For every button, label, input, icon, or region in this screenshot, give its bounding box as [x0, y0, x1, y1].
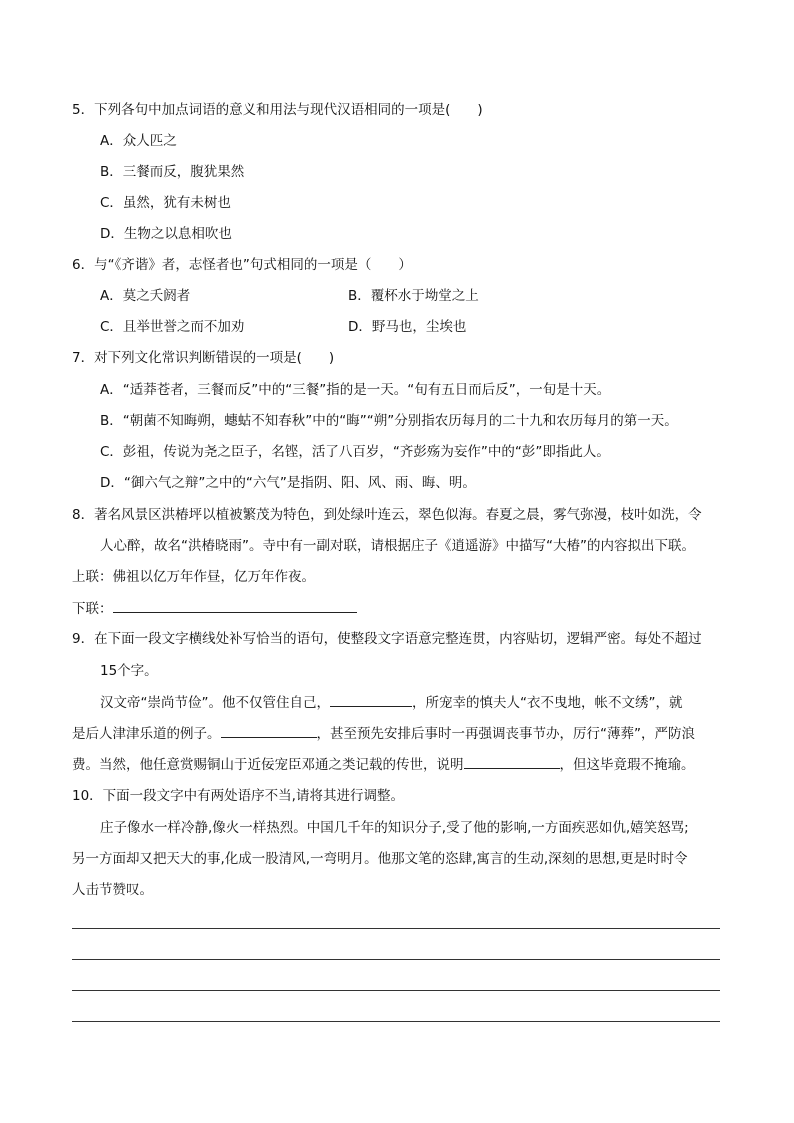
q9-passage-line2 — [72, 723, 695, 744]
q9-passage-line1 — [100, 692, 683, 713]
q5-option-b: B．三餐而反，腹犹果然 — [100, 164, 245, 180]
q9-text-3a: 费。当然，他任意赏赐铜山于近佞宠臣邓通之类记载的传世，说明 — [72, 757, 464, 773]
q10-passage-line3: 人击节赞叹。 — [72, 882, 153, 898]
q7-option-d: D．“御六气之辩”之中的“六气”是指阴、阳、风、雨、晦、明。 — [100, 475, 476, 491]
q9-blank-2[interactable] — [221, 723, 317, 738]
q5-stem: 5．下列各句中加点词语的意义和用法与现代汉语相同的一项是( ) — [72, 102, 483, 118]
q9-text-3b: ，但这毕竟瑕不掩瑜。 — [559, 757, 695, 773]
q9-stem-line2: 15个字。 — [100, 663, 158, 679]
q8-lower-couplet — [72, 598, 357, 619]
q10-passage-line1: 庄子像水一样冷静,像火一样热烈。中国几千年的知识分子,受了他的影响,一方面疾恶如仇,嬉笑怒骂; — [100, 820, 689, 836]
q7-option-a: A．“适莽苍者，三餐而反”中的“三餐”指的是一天。“旬有五日而后反”，一旬是十天。 — [100, 382, 611, 398]
q9-text-2a: 是后人津津乐道的例子。 — [72, 726, 221, 742]
q8-answer-blank[interactable] — [113, 598, 357, 613]
q7-option-b: B．“朝菌不知晦朔，蟪蛄不知春秋”中的“晦”“朔”分别指农历每月的二十九和农历每月的第一天。 — [100, 413, 678, 429]
q9-text-2b: ，甚至预先安排后事时一再强调丧事节办，厉行“薄葬”，严防浪 — [316, 726, 695, 742]
q9-text-1a: 汉文帝“崇尚节俭”。他不仅管住自己， — [100, 695, 330, 711]
q7-stem: 7．对下列文化常识判断错误的一项是( ) — [72, 350, 335, 366]
q10-passage-line2: 另一方面却又把天大的事,化成一股清风,一弯明月。他那文笔的恣肆,寓言的生动,深刻的思想,更是时时令 — [72, 851, 688, 867]
answer-line-4[interactable] — [72, 1021, 720, 1022]
q6-stem: 6．与“《齐谐》者，志怪者也”句式相同的一项是（ ） — [72, 257, 412, 273]
q7-option-c: C．彭祖，传说为尧之臣子，名铿，活了八百岁，“齐彭殇为妄作”中的“彭”即指此人。 — [100, 444, 610, 460]
q5-option-c: C．虽然，犹有未树也 — [100, 195, 231, 211]
q8-upper-couplet: 上联：佛祖以亿万年作昼，亿万年作夜。 — [72, 569, 315, 585]
q8-lower-label: 下联： — [72, 601, 113, 617]
q6-option-a: A．莫之夭阏者 — [100, 288, 191, 304]
q8-stem-line1: 8．著名风景区洪椿坪以植被繁茂为特色，到处绿叶连云，翠色似海。春夏之晨，雾气弥漫，枝叶如洗，令 — [72, 507, 702, 523]
q9-text-1b: ，所宠幸的慎夫人“衣不曳地，帐不文绣”，就 — [412, 695, 683, 711]
q9-stem-line1: 9．在下面一段文字横线处补写恰当的语句，使整段文字语意完整连贯，内容贴切，逻辑严密。每处不超过 — [72, 631, 702, 647]
q9-blank-3[interactable] — [464, 754, 560, 769]
q5-option-a: A．众人匹之 — [100, 133, 177, 149]
q6-option-d: D．野马也，尘埃也 — [348, 319, 467, 335]
answer-line-3[interactable] — [72, 990, 720, 991]
q6-option-b: B．覆杯水于坳堂之上 — [348, 288, 479, 304]
answer-line-1[interactable] — [72, 928, 720, 929]
q9-blank-1[interactable] — [330, 692, 412, 707]
q10-stem: 10．下面一段文字中有两处语序不当,请将其进行调整。 — [72, 788, 404, 804]
q9-passage-line3 — [72, 754, 695, 775]
q5-option-d: D．生物之以息相吹也 — [100, 226, 232, 242]
q6-option-c: C．且举世誉之而不加劝 — [100, 319, 245, 335]
q8-stem-line2: 人心醉，故名“洪椿晓雨”。寺中有一副对联，请根据庄子《逍遥游》中描写“大椿”的内容拟出下联。 — [100, 538, 695, 554]
answer-line-2[interactable] — [72, 959, 720, 960]
